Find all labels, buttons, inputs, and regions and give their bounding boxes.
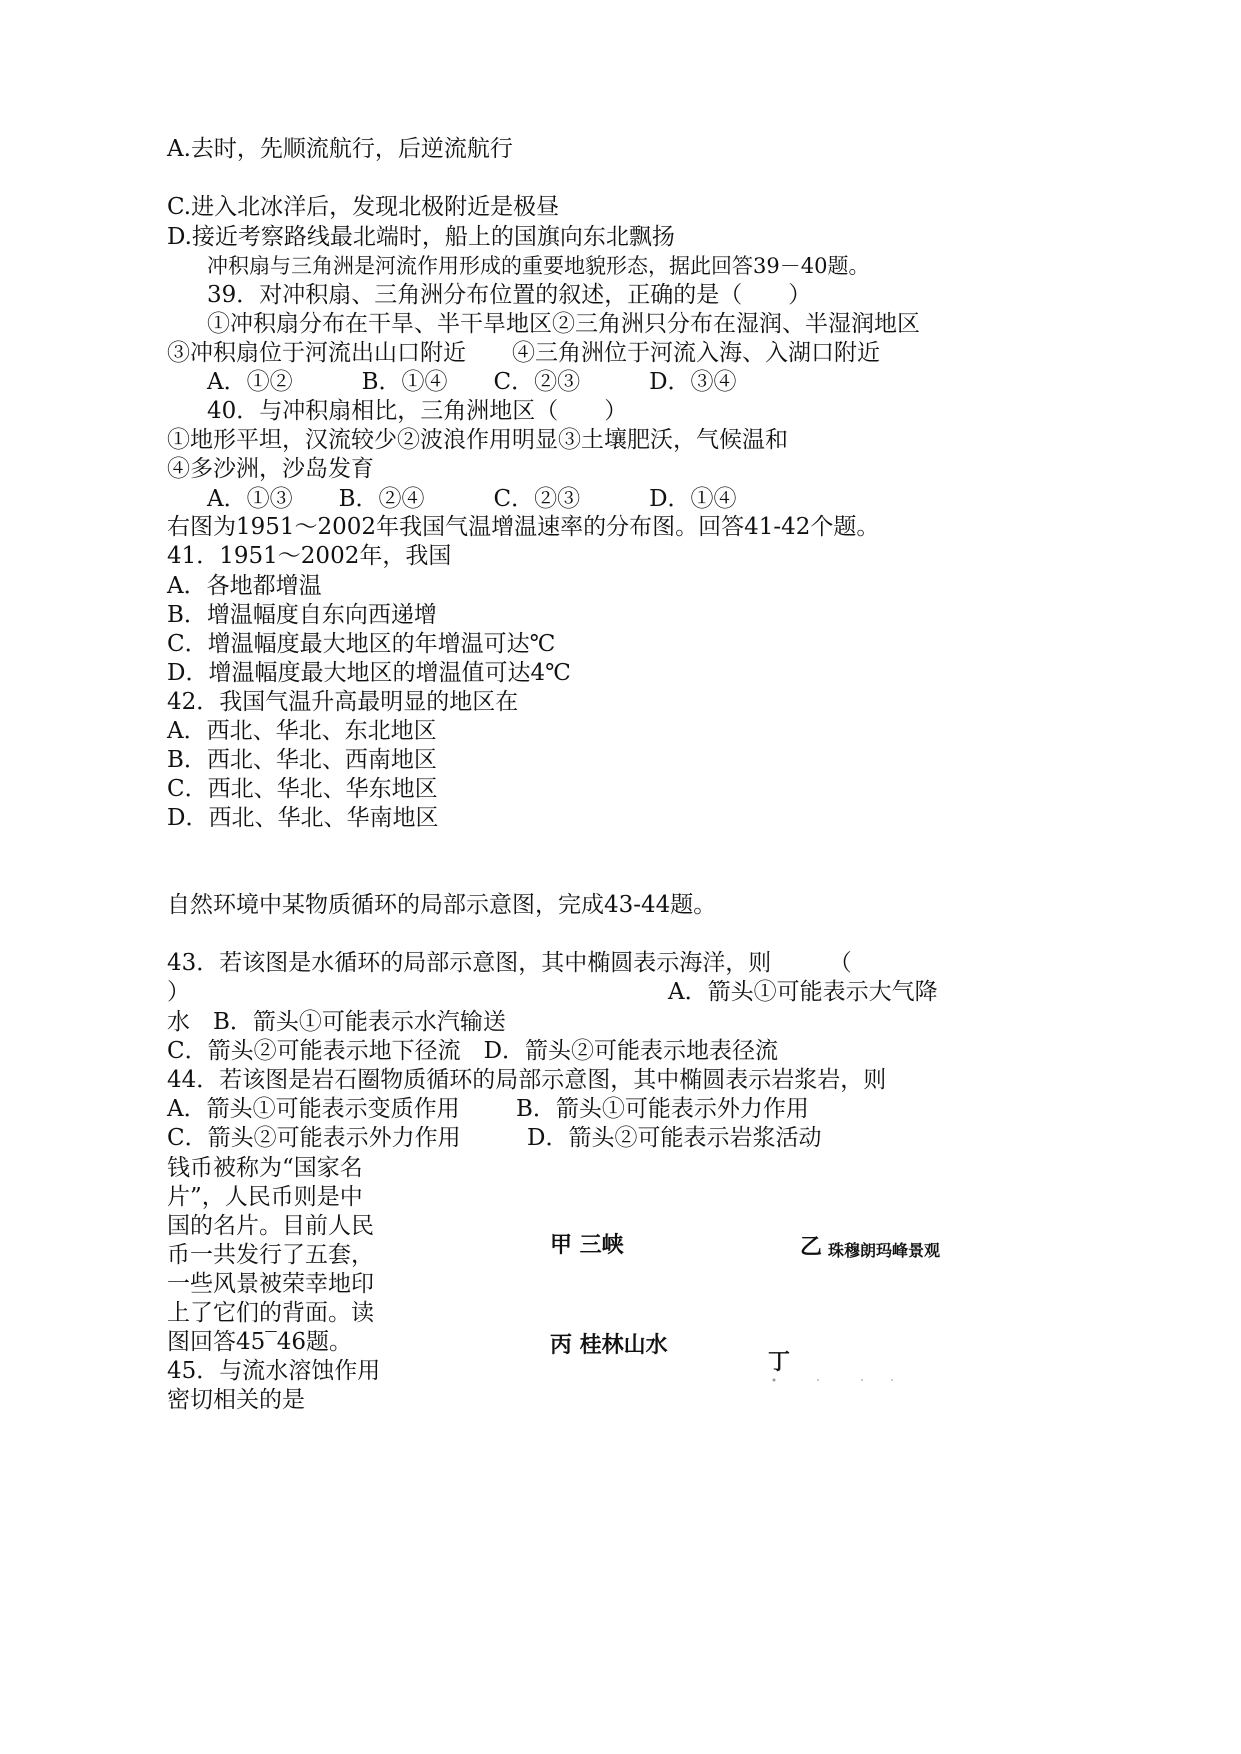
q45-stem: 45．与流水溶蚀作用 xyxy=(167,1358,381,1384)
q42-option-c: C．西北、华北、华东地区 xyxy=(167,776,438,802)
q44-option-d: D．箭头②可能表示岩浆活动 xyxy=(527,1125,822,1151)
alluvial-intro: 冲积扇与三角洲是河流作用形成的重要地貌形态，据此回答39－40题。 xyxy=(207,254,870,278)
q40-stem: 40．与冲积扇相比，三角洲地区（ ） xyxy=(207,398,628,424)
q43-option-a: A．箭头①可能表示大气降 xyxy=(668,979,938,1005)
q40-options: A．①③ B．②④ C．②③ D．①④ xyxy=(207,486,737,512)
q43-options-cd: C．箭头②可能表示地下径流 D．箭头②可能表示地表径流 xyxy=(167,1038,779,1064)
currency-text-line: 钱币被称为“国家名 xyxy=(167,1155,363,1181)
q42-option-a: A．西北、华北、东北地区 xyxy=(167,718,437,744)
q41-option-d: D．增温幅度最大地区的增温值可达4℃ xyxy=(167,660,571,686)
caption-jia-sanxia: 甲 三峡 xyxy=(550,1233,624,1258)
q40-statements-1: ①地形平坦，汉流较少②波浪作用明显③土壤肥沃，气候温和 xyxy=(167,427,788,453)
q41-stem: 41．1951～2002年，我国 xyxy=(167,543,452,569)
q44-option-a: A．箭头①可能表示变质作用 xyxy=(167,1096,460,1122)
q38-option-c: C.进入北冰洋后，发现北极附近是极昼 xyxy=(167,194,560,220)
q38-option-a: A.去时，先顺流航行，后逆流航行 xyxy=(167,136,513,162)
q42-option-b: B．西北、华北、西南地区 xyxy=(167,747,437,773)
q41-option-c: C．增温幅度最大地区的年增温可达℃ xyxy=(167,631,556,657)
currency-text-line: 图回答45‾46题。 xyxy=(167,1329,353,1355)
temperature-intro: 右图为1951～2002年我国气温增温速率的分布图。回答41-42个题。 xyxy=(167,514,880,540)
q40-statements-2: ④多沙洲，沙岛发育 xyxy=(167,456,374,482)
currency-text-line: 币一共发行了五套， xyxy=(167,1242,374,1268)
q41-option-a: A．各地都增温 xyxy=(167,573,322,599)
currency-text-line: 国的名片。目前人民 xyxy=(167,1213,374,1239)
caption-bing-guilin: 丙 桂林山水 xyxy=(550,1333,668,1358)
currency-text-line: 片”，人民币则是中 xyxy=(167,1184,363,1210)
q43-paren-close: ） xyxy=(167,979,190,1005)
q41-option-b: B．增温幅度自东向西递增 xyxy=(167,602,437,628)
q38-option-d: D.接近考察路线最北端时，船上的国旗向东北飘扬 xyxy=(167,224,675,250)
q39-statements-1: ①冲积扇分布在干旱、半干旱地区②三角洲只分布在湿润、半湿润地区 xyxy=(207,311,920,337)
q45-stem-cont: 密切相关的是 xyxy=(167,1387,305,1413)
q44-option-b: B．箭头①可能表示外力作用 xyxy=(516,1096,809,1122)
scan-artifact-dots xyxy=(770,1376,910,1384)
q39-options: A．①② B．①④ C．②③ D．③④ xyxy=(207,369,737,395)
q44-stem: 44．若该图是岩石圈物质循环的局部示意图，其中椭圆表示岩浆岩，则 xyxy=(167,1067,887,1093)
q43-stem: 43．若该图是水循环的局部示意图，其中椭圆表示海洋，则 （ xyxy=(167,950,852,976)
caption-yi-prefix: 乙 xyxy=(800,1235,823,1260)
q43-option-b: 水 B．箭头①可能表示水汽输送 xyxy=(167,1009,506,1035)
q44-option-c: C．箭头②可能表示外力作用 xyxy=(167,1125,461,1151)
caption-yi-everest: 珠穆朗玛峰景观 xyxy=(828,1241,941,1260)
q42-option-d: D．西北、华北、华南地区 xyxy=(167,805,439,831)
q39-stem: 39．对冲积扇、三角洲分布位置的叙述，正确的是（ ） xyxy=(207,282,812,308)
q39-statements-2: ③冲积扇位于河流出山口附近 ④三角洲位于河流入海、入湖口附近 xyxy=(167,340,880,366)
currency-text-line: 上了它们的背面。读 xyxy=(167,1300,374,1326)
q42-stem: 42．我国气温升高最明显的地区在 xyxy=(167,689,519,715)
cycle-intro: 自然环境中某物质循环的局部示意图，完成43-44题。 xyxy=(167,892,717,918)
currency-text-line: 一些风景被荣幸地印 xyxy=(167,1271,374,1297)
caption-ding: 丁 xyxy=(768,1350,791,1375)
